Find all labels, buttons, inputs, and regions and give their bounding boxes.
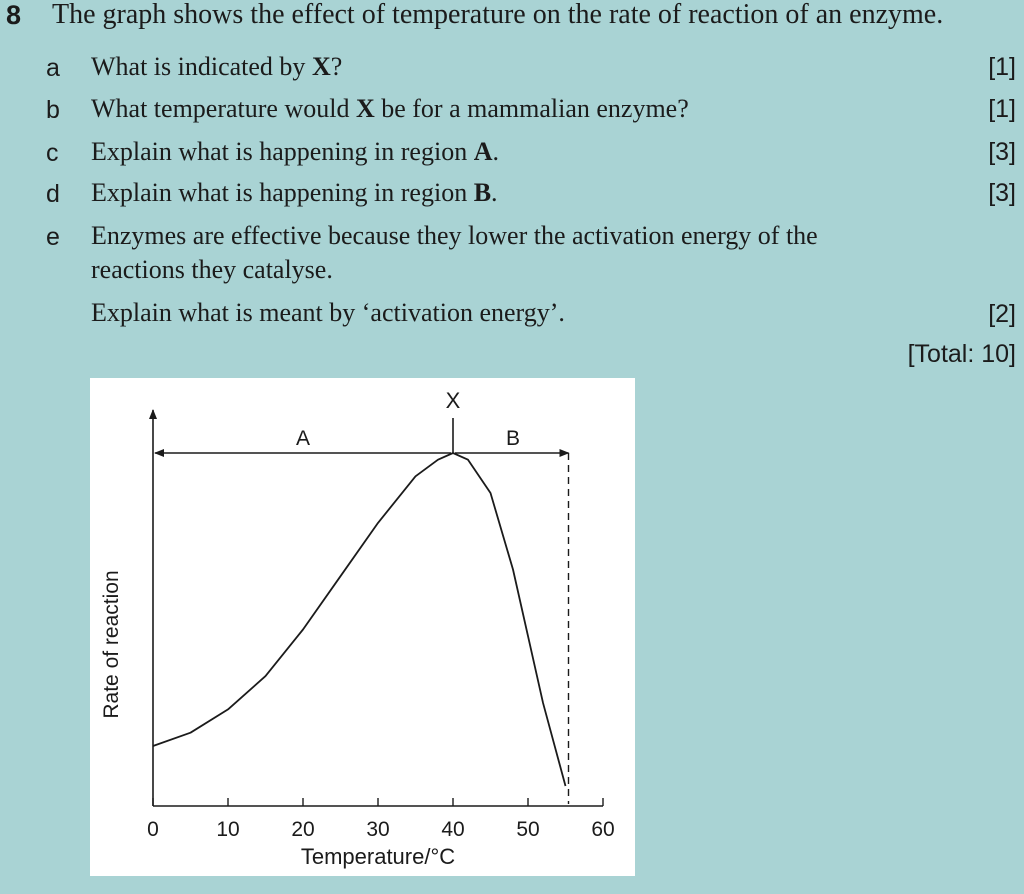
part-letter: e (46, 223, 60, 251)
part-text: What is indicated by X? (91, 52, 343, 81)
region-b-label: B (505, 427, 521, 450)
x-tick-label: 50 (516, 818, 540, 841)
region-a-label: A (295, 427, 311, 450)
x-tick-label: 40 (441, 818, 465, 841)
part-text: Explain what is happening in region A. (91, 137, 499, 166)
x-tick-label: 20 (291, 818, 315, 841)
enzyme-graph (90, 378, 635, 876)
part-letter: b (46, 96, 60, 124)
question-stem: The graph shows the effect of temperature on the rate of reaction of an enzyme. (52, 0, 944, 30)
marks: [2] (988, 300, 1016, 328)
marks: [1] (988, 95, 1016, 123)
part-a (0, 50, 1024, 90)
x-tick-label: 10 (216, 818, 240, 841)
part-text: What temperature would X be for a mammalian enzyme? (91, 94, 689, 123)
y-axis-label: Rate of reaction (100, 570, 123, 719)
chart-svg (90, 378, 635, 876)
part-letter: c (46, 139, 59, 167)
peak-label: X (445, 388, 461, 413)
total-marks: [Total: 10] (907, 340, 1016, 368)
marks: [3] (988, 138, 1016, 166)
marks: [1] (988, 53, 1016, 81)
part-text-line-3: Explain what is meant by ‘activation energy’. (91, 298, 565, 327)
part-text-line-1: Enzymes are effective because they lower the activation energy of the (91, 221, 818, 250)
x-tick-label: 30 (366, 818, 390, 841)
part-letter: d (46, 180, 60, 208)
x-axis-label: Temperature/°C (300, 844, 456, 869)
marks: [3] (988, 179, 1016, 207)
part-e (0, 219, 1024, 259)
part-text: Explain what is happening in region B. (91, 178, 498, 207)
part-c (0, 135, 1024, 175)
part-d (0, 176, 1024, 216)
part-letter: a (46, 54, 60, 82)
x-tick-label: 60 (591, 818, 615, 841)
part-text-line-2: reactions they catalyse. (91, 255, 333, 284)
question-number: 8 (6, 0, 22, 30)
x-tick-label: 0 (147, 818, 159, 841)
rate-curve (153, 453, 566, 786)
part-b (0, 92, 1024, 132)
